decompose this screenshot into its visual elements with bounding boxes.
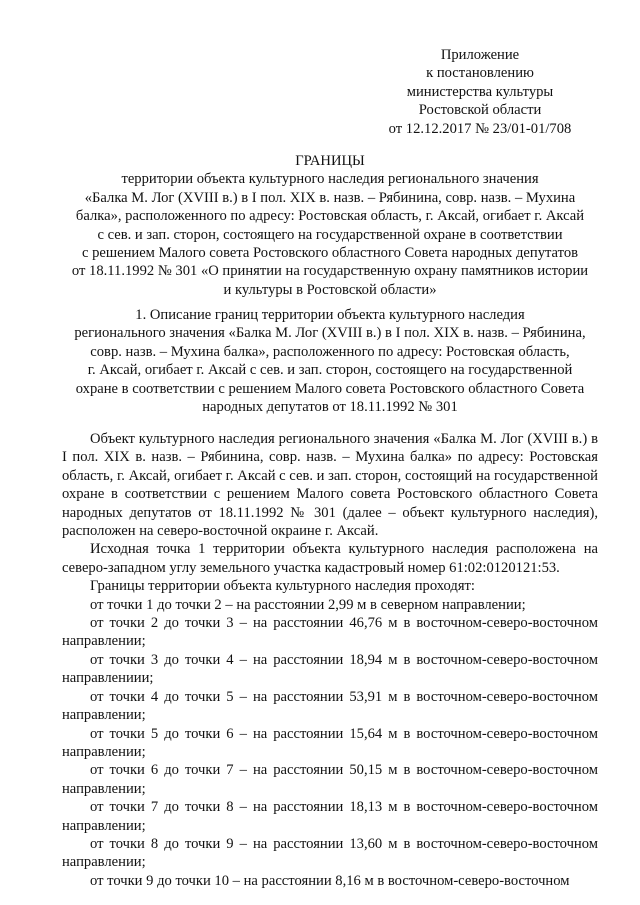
boundary-segment: от точки 4 до точки 5 – на расстоянии 53,91 м в восточном-северо-восточном направлении; (62, 688, 598, 724)
appendix-line: к постановлению (426, 65, 534, 82)
appendix-line: Ростовской области (418, 102, 542, 119)
start-point-paragraph: Исходная точка 1 территории объекта культурного наследия расположена на северо-западном углу земельного участка кадастровый номер 61:02:0120121:53. (62, 541, 598, 576)
title-heading: ГРАНИЦЫ (295, 153, 365, 169)
intro-paragraph: Объект культурного наследия регионального значения «Балка М. Лог (XVIII в.) в I пол. XIX в. назв. – Рябинина, совр. назв. – Мухина балка» по адресу: Ростовская область, г. Аксай, огибает г. Аксай с сев. и зап. сторон, состоящий на государственной охране в соответствии с решением Малого совета Ростовского областного Совета народных депутатов от 18.11.1992 № 301 (далее – объект культурного наследия), расположен на северо-восточной окраине г. Аксай. (62, 431, 598, 540)
boundary-segment: от точки 2 до точки 3 – на расстоянии 46,76 м в восточном-северо-восточном направлении; (62, 615, 598, 650)
title-line: с сев. и зап. сторон, состоящего на государственной охране в соответствии (97, 226, 563, 243)
boundary-segment: от точки 6 до точки 7 – на расстоянии 50,15 м в восточном-северо-восточном направлении; (62, 762, 598, 797)
title-line: территории объекта культурного наследия регионального значения (121, 171, 539, 188)
section-heading (62, 306, 598, 416)
section-line: г. Аксай, огибает г. Аксай с сев. и зап. сторон, состоящего на государственной (87, 362, 573, 379)
appendix-line: Приложение (440, 47, 520, 63)
document-title (62, 152, 598, 299)
boundary-segment: от точки 9 до точки 10 – на расстоянии 8,16 м в восточном-северо-восточном (90, 872, 570, 889)
appendix-line: от 12.12.2017 № 23/01-01/708 (388, 120, 572, 137)
boundary-segment: от точки 5 до точки 6 – на расстоянии 15,64 м в восточном-северо-восточном направлении; (62, 725, 598, 760)
boundary-segment: от точки 7 до точки 8 – на расстоянии 18,13 м в восточном-северо-восточном направлении; (62, 799, 598, 834)
boundary-segment: от точки 3 до точки 4 – на расстоянии 18,94 м в восточном-северо-восточном направлениии; (62, 651, 598, 687)
appendix-block (380, 46, 580, 138)
title-line: с решением Малого совета Ростовского областного Совета народных депутатов (81, 245, 579, 262)
section-line: совр. назв. – Мухина балка», расположенного по адресу: Ростовская область, (90, 343, 570, 360)
section-line: народных депутатов от 18.11.1992 № 301 (202, 399, 458, 416)
title-line: балка», расположенного по адресу: Ростовская область, г. Аксай, огибает г. Аксай (75, 208, 585, 225)
section-line: 1. Описание границ территории объекта культурного наследия (135, 307, 525, 323)
boundaries-intro: Границы территории объекта культурного наследия проходят: (90, 578, 475, 595)
title-line: от 18.11.1992 № 301 «О принятии на государственную охрану памятников истории (71, 263, 589, 280)
section-line: регионального значения «Балка М. Лог (XVIII в.) в I пол. XIX в. назв. – Рябинина, (74, 325, 586, 342)
section-line: охране в соответствии с решением Малого совета Ростовского областного Совета (75, 380, 585, 397)
title-line: и культуры в Ростовской области» (223, 281, 437, 298)
document-body (62, 430, 598, 890)
title-line: «Балка М. Лог (XVIII в.) в I пол. XIX в. назв. – Рябинина, совр. назв. – Мухина (84, 189, 576, 206)
boundary-segment: от точки 8 до точки 9 – на расстоянии 13,60 м в восточном-северо-восточном направлении; (62, 835, 598, 871)
appendix-line: министерства культуры (406, 83, 554, 100)
boundary-segment: от точки 1 до точки 2 – на расстоянии 2,99 м в северном направлении; (90, 596, 526, 613)
